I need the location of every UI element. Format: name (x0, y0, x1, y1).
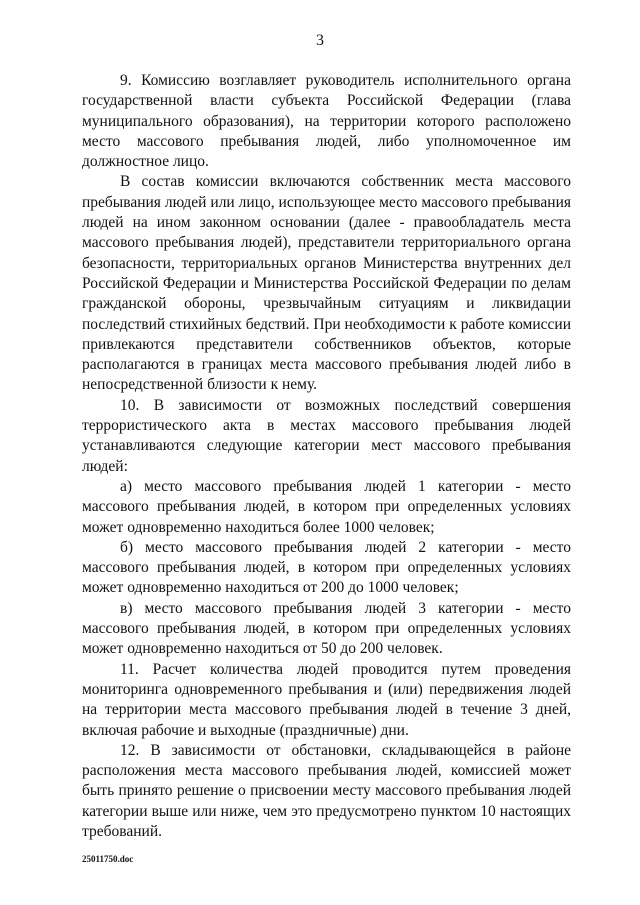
paragraph-commission-composition: В состав комиссии включаются собственник места массового пребывания людей или лицо, использующее место массового пребывания людей на ином законном основании (далее - правообладатель места массового пребывания людей), представители территориального органа безопасности, территориальных органов Министерства внутренних дел Российской Федерации и Министерства Российской Федерации по делам гражданской обороны, чрезвычайным ситуациям и ликвидации последствий стихийных бедствий. При необходимости к работе комиссии привлекаются представители собственников объектов, которые располагаются в границах места массового пребывания людей либо в непосредственной близости к нему. (82, 173, 571, 394)
footer-file-code: 25011750.doc (82, 854, 134, 864)
document-body (82, 71, 571, 842)
paragraph-11: 11. Расчет количества людей проводится путем проведения мониторинга одновременного пребывания и (или) передвижения людей на территории места массового пребывания людей в течение 3 дней, включая рабочие и выходные (праздничные) дни. (82, 660, 571, 739)
paragraph-12: 12. В зависимости от обстановки, складывающейся в районе расположения места массового пребывания людей, комиссией может быть принято решение о присвоении месту массового пребывания людей категории выше или ниже, чем это предусмотрено пунктом 10 настоящих требований. (82, 741, 571, 840)
paragraph-category-3: в) место массового пребывания людей 3 категории - место массового пребывания людей, в котором при определенных условиях может одновременно находиться от 50 до 200 человек. (82, 599, 571, 658)
paragraph-10: 10. В зависимости от возможных последствий совершения террористического акта в местах массового пребывания людей устанавливаются следующие категории мест массового пребывания людей: (82, 396, 571, 475)
paragraph-9: 9. Комиссию возглавляет руководитель исполнительного органа государственной власти субъекта Российской Федерации (глава муниципального образования), на территории которого расположено место массового пребывания людей, либо уполномоченное им должностное лицо. (82, 72, 571, 171)
paragraph-category-1: а) место массового пребывания людей 1 категории - место массового пребывания людей, в котором при определенных условиях может одновременно находиться более 1000 человек; (82, 477, 571, 536)
page-number: 3 (316, 32, 324, 49)
paragraph-category-2: б) место массового пребывания людей 2 категории - место массового пребывания людей, в котором при определенных условиях может одновременно находиться от 200 до 1000 человек; (82, 538, 571, 597)
